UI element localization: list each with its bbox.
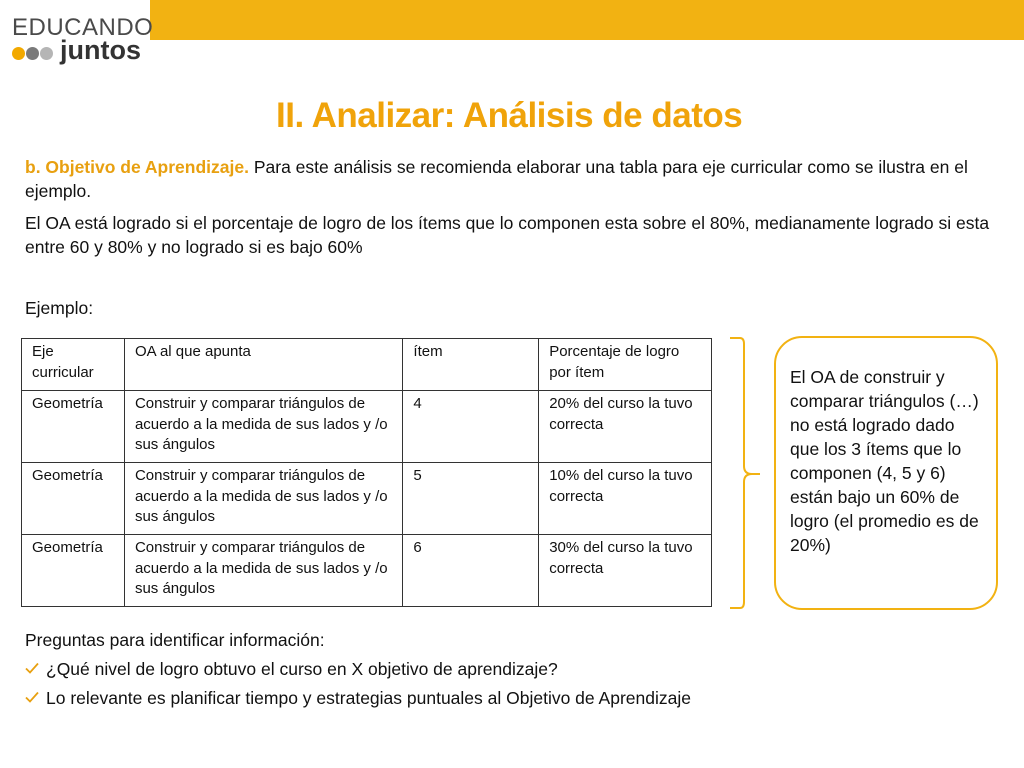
conclusion-callout: El OA de construir y comparar triángulos (…) no está logrado dado que los 3 ítems que lo componen (4, 5 y 6) están bajo un 60% de logro (el promedio es de 20%): [774, 336, 998, 610]
logo-text-juntos: juntos: [60, 35, 141, 65]
question-item: [25, 683, 691, 712]
intro-lead: b. Objetivo de Aprendizaje.: [25, 157, 249, 177]
header-cell-porcentaje: Porcentaje de logro por ítem: [539, 339, 712, 391]
table-cell: 6: [403, 535, 539, 607]
table-cell: Construir y comparar triángulos de acuerdo a la medida de sus lados y /o sus ángulos: [124, 463, 402, 535]
page-title: II. Analizar: Análisis de datos: [276, 96, 743, 135]
table-cell: Geometría: [22, 463, 125, 535]
question-text: ¿Qué nivel de logro obtuvo el curso en X objetivo de aprendizaje?: [46, 659, 558, 679]
logo-text-educando: EDUCANDO: [12, 14, 154, 41]
table-cell: 4: [403, 391, 539, 463]
checkmark-icon: [25, 691, 39, 703]
table-cell: 10% del curso la tuvo correcta: [539, 463, 712, 535]
table-cell: Geometría: [22, 391, 125, 463]
question-text: Lo relevante es planificar tiempo y estrategias puntuales al Objetivo de Aprendizaje: [46, 688, 691, 708]
logo-dot-3: [40, 47, 53, 60]
table-cell: Geometría: [22, 535, 125, 607]
logo-dots: [12, 47, 60, 61]
header-bar: [0, 0, 1024, 40]
logo: [0, 0, 154, 70]
intro-paragraph: [25, 155, 995, 203]
example-label: Ejemplo:: [25, 298, 94, 318]
table-cell: Construir y comparar triángulos de acuerdo a la medida de sus lados y /o sus ángulos: [124, 391, 402, 463]
questions-title: Preguntas para identificar información:: [25, 630, 325, 650]
table-cell: 20% del curso la tuvo correcta: [539, 391, 712, 463]
table-row: [22, 463, 712, 535]
table-cell: 30% del curso la tuvo correcta: [539, 535, 712, 607]
table-header-row: [22, 339, 712, 391]
table-cell: Construir y comparar triángulos de acuerdo a la medida de sus lados y /o sus ángulos: [124, 535, 402, 607]
logo-dot-1: [12, 47, 25, 60]
bracket-connector: [730, 336, 764, 612]
header-cell-eje: Eje curricular: [22, 339, 125, 391]
table-cell: 5: [403, 463, 539, 535]
header-cell-item: ítem: [403, 339, 539, 391]
logo-dot-2: [26, 47, 39, 60]
criteria-paragraph: El OA está logrado si el porcentaje de logro de los ítems que lo componen esta sobre el 80%, medianamente logrado si esta entre 60 y 80% y no logrado si es bajo 60%: [25, 213, 990, 257]
table-row: [22, 391, 712, 463]
intro-text: Para este análisis se recomienda elaborar una tabla para eje curricular como se ilustra en el ejemplo.: [25, 157, 968, 201]
header-cell-oa: OA al que apunta: [124, 339, 402, 391]
question-item: [25, 654, 691, 683]
table-row: [22, 535, 712, 607]
example-table: [21, 338, 712, 607]
questions-section: [25, 628, 691, 712]
checkmark-icon: [25, 662, 39, 674]
